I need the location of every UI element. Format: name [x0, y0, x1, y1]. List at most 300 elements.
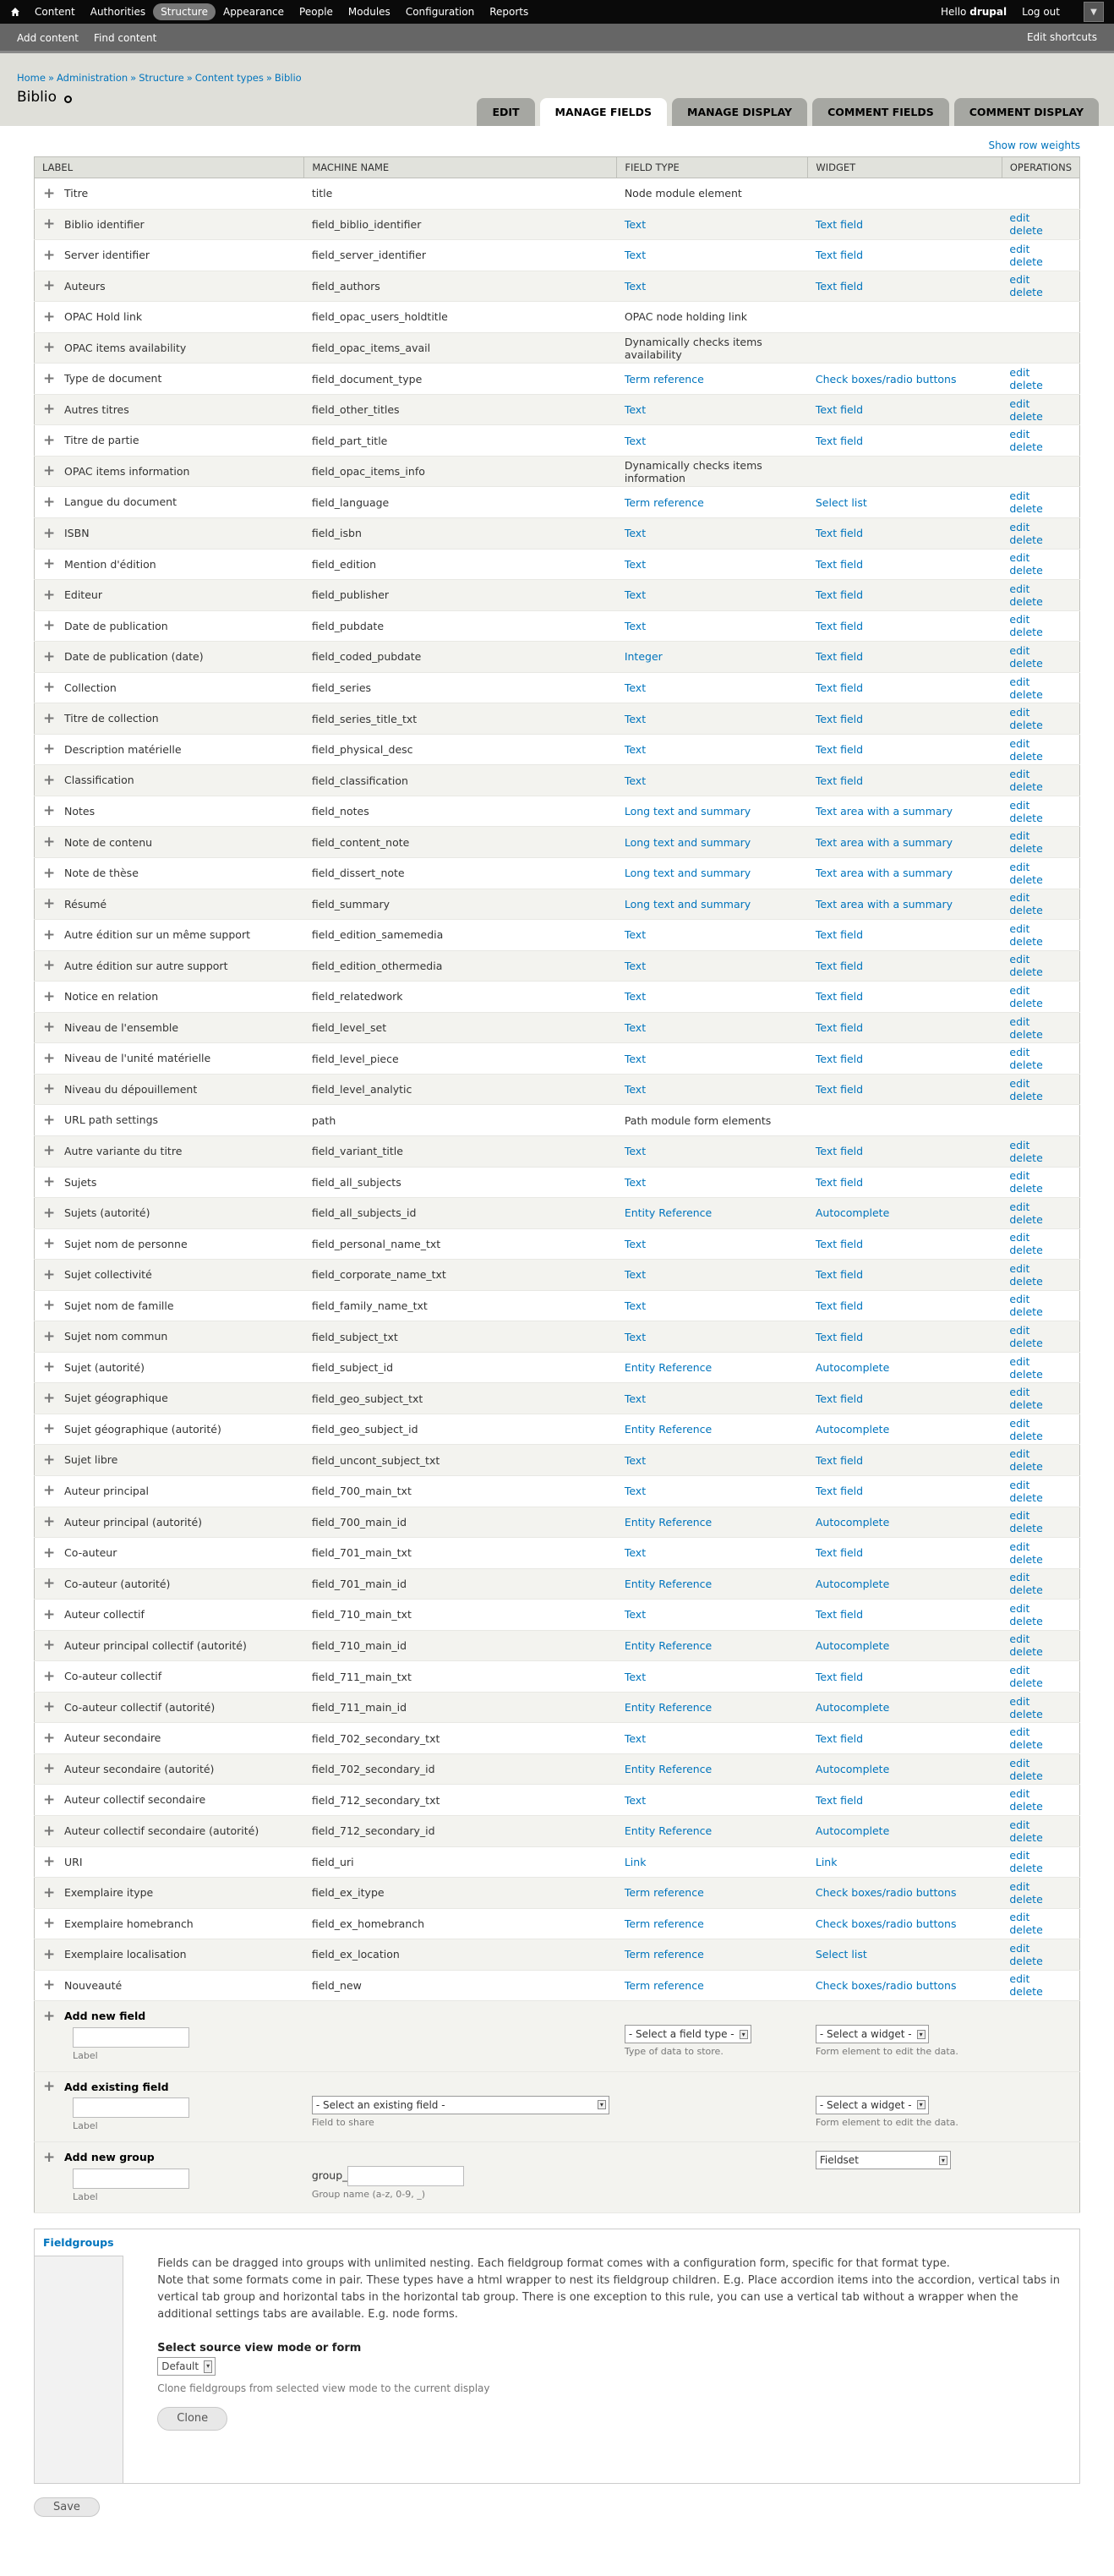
tab-manage-fields[interactable]: MANAGE FIELDS: [540, 98, 667, 126]
delete-link[interactable]: delete: [1009, 1305, 1043, 1319]
field-widget-link[interactable]: Text field: [815, 434, 864, 447]
toolbar-menu-appearance[interactable]: Appearance: [222, 6, 285, 18]
drag-handle-icon[interactable]: [42, 868, 54, 880]
field-widget-link[interactable]: Autocomplete: [815, 1824, 890, 1838]
field-type-link[interactable]: Entity Reference: [624, 1206, 713, 1220]
field-type-link[interactable]: Entity Reference: [624, 1701, 713, 1715]
delete-link[interactable]: delete: [1009, 1676, 1043, 1690]
field-widget-link[interactable]: Text field: [815, 279, 864, 293]
field-type-link[interactable]: Text: [624, 1546, 647, 1560]
drag-handle-icon[interactable]: [42, 621, 54, 632]
edit-link[interactable]: edit: [1009, 1200, 1030, 1213]
field-widget-link[interactable]: Text field: [815, 1052, 864, 1065]
drag-handle-icon[interactable]: [42, 1177, 54, 1189]
drag-handle-icon[interactable]: [42, 1764, 54, 1775]
edit-link[interactable]: edit: [1009, 1509, 1030, 1523]
field-widget-link[interactable]: Text field: [815, 1021, 864, 1035]
field-widget-link[interactable]: Text field: [815, 403, 864, 417]
drag-handle-icon[interactable]: [42, 312, 54, 324]
edit-link[interactable]: edit: [1009, 829, 1030, 843]
field-widget-link[interactable]: Text field: [815, 1392, 864, 1405]
drag-handle-icon[interactable]: [42, 682, 54, 694]
delete-link[interactable]: delete: [1009, 780, 1043, 794]
delete-link[interactable]: delete: [1009, 719, 1043, 732]
drag-handle-icon[interactable]: [42, 1640, 54, 1652]
edit-link[interactable]: edit: [1009, 953, 1030, 966]
edit-link[interactable]: edit: [1009, 1540, 1030, 1553]
toolbar-menu-content[interactable]: Content: [35, 6, 75, 18]
field-type-link[interactable]: Term reference: [624, 495, 704, 509]
field-widget-link[interactable]: Text field: [815, 1608, 864, 1622]
delete-link[interactable]: delete: [1009, 842, 1043, 856]
field-widget-link[interactable]: Text area with a summary: [815, 835, 953, 849]
edit-link[interactable]: edit: [1009, 736, 1030, 750]
field-widget-link[interactable]: Text field: [815, 1145, 864, 1158]
field-widget-link[interactable]: Autocomplete: [815, 1577, 890, 1590]
drag-handle-icon[interactable]: [42, 1795, 54, 1807]
edit-link[interactable]: edit: [1009, 798, 1030, 812]
field-widget-link[interactable]: Text field: [815, 712, 864, 725]
delete-link[interactable]: delete: [1009, 811, 1043, 824]
edit-link[interactable]: edit: [1009, 1726, 1030, 1739]
field-widget-link[interactable]: Select list: [815, 495, 867, 509]
delete-link[interactable]: delete: [1009, 1552, 1043, 1566]
field-widget-link[interactable]: Text field: [815, 249, 864, 262]
field-type-link[interactable]: Text: [624, 1453, 647, 1467]
delete-link[interactable]: delete: [1009, 1058, 1043, 1072]
delete-link[interactable]: delete: [1009, 564, 1043, 577]
drag-handle-icon[interactable]: [42, 1022, 54, 1034]
edit-link[interactable]: edit: [1009, 1664, 1030, 1677]
delete-link[interactable]: delete: [1009, 254, 1043, 268]
edit-link[interactable]: edit: [1009, 613, 1030, 626]
field-type-link[interactable]: Text: [624, 279, 647, 293]
toolbar-menu-reports[interactable]: Reports: [489, 6, 529, 18]
logout-link[interactable]: Log out: [1022, 6, 1060, 18]
existing-field-select[interactable]: - Select an existing field - ▾: [312, 2096, 609, 2114]
delete-link[interactable]: delete: [1009, 1707, 1043, 1720]
field-widget-link[interactable]: Text field: [815, 681, 864, 695]
field-widget-link[interactable]: Text area with a summary: [815, 805, 953, 818]
delete-link[interactable]: delete: [1009, 409, 1043, 423]
breadcrumb-item[interactable]: Home: [17, 72, 46, 84]
field-widget-link[interactable]: Autocomplete: [815, 1763, 890, 1776]
edit-link[interactable]: edit: [1009, 273, 1030, 287]
edit-link[interactable]: edit: [1009, 1324, 1030, 1337]
edit-link[interactable]: edit: [1009, 1046, 1030, 1059]
field-type-link[interactable]: Text: [624, 1731, 647, 1745]
drag-handle-icon[interactable]: [42, 2152, 54, 2164]
field-type-link[interactable]: Text: [624, 249, 647, 262]
field-type-link[interactable]: Entity Reference: [624, 1577, 713, 1590]
drag-handle-icon[interactable]: [42, 1362, 54, 1374]
existing-field-widget-select[interactable]: - Select a widget - ▾: [816, 2096, 929, 2114]
field-widget-link[interactable]: Autocomplete: [815, 1423, 890, 1436]
delete-link[interactable]: delete: [1009, 440, 1043, 454]
drag-handle-icon[interactable]: [42, 1300, 54, 1312]
field-widget-link[interactable]: Text field: [815, 1453, 864, 1467]
source-view-mode-select[interactable]: Default ▾: [157, 2357, 216, 2376]
edit-link[interactable]: edit: [1009, 1787, 1030, 1801]
drag-handle-icon[interactable]: [42, 281, 54, 293]
delete-link[interactable]: delete: [1009, 996, 1043, 1009]
edit-link[interactable]: edit: [1009, 520, 1030, 533]
field-type-link[interactable]: Text: [624, 743, 647, 757]
delete-link[interactable]: delete: [1009, 1985, 1043, 1999]
edit-shortcuts-link[interactable]: Edit shortcuts: [1026, 31, 1097, 43]
field-type-link[interactable]: Entity Reference: [624, 1361, 713, 1375]
drag-handle-icon[interactable]: [42, 559, 54, 571]
drag-handle-icon[interactable]: [42, 1671, 54, 1683]
new-field-label-input[interactable]: [73, 2027, 189, 2048]
save-button[interactable]: Save: [34, 2497, 100, 2517]
field-type-link[interactable]: Text: [624, 681, 647, 695]
field-type-link[interactable]: Text: [624, 990, 647, 1004]
drag-handle-icon[interactable]: [42, 1084, 54, 1096]
drag-handle-icon[interactable]: [42, 342, 54, 354]
drag-handle-icon[interactable]: [42, 1332, 54, 1343]
field-type-link[interactable]: Entity Reference: [624, 1423, 713, 1436]
delete-link[interactable]: delete: [1009, 904, 1043, 917]
delete-link[interactable]: delete: [1009, 1089, 1043, 1102]
drag-handle-icon[interactable]: [42, 1115, 54, 1127]
toolbar-menu-configuration[interactable]: Configuration: [405, 6, 475, 18]
field-type-link[interactable]: Entity Reference: [624, 1638, 713, 1652]
drag-handle-icon[interactable]: [42, 2081, 54, 2093]
toolbar-menu-structure[interactable]: Structure: [153, 3, 216, 20]
edit-link[interactable]: edit: [1009, 1694, 1030, 1708]
field-type-link[interactable]: Term reference: [624, 1886, 704, 1900]
edit-link[interactable]: edit: [1009, 768, 1030, 781]
shortcut-star-icon[interactable]: [64, 96, 72, 103]
edit-link[interactable]: edit: [1009, 489, 1030, 503]
field-type-link[interactable]: Text: [624, 1021, 647, 1035]
drag-handle-icon[interactable]: [42, 250, 54, 262]
edit-link[interactable]: edit: [1009, 1293, 1030, 1306]
drag-handle-icon[interactable]: [42, 1270, 54, 1282]
field-type-link[interactable]: Text: [624, 403, 647, 417]
drag-handle-icon[interactable]: [42, 806, 54, 818]
drag-handle-icon[interactable]: [42, 528, 54, 540]
drag-handle-icon[interactable]: [42, 1610, 54, 1622]
delete-link[interactable]: delete: [1009, 934, 1043, 948]
field-type-link[interactable]: Text: [624, 1268, 647, 1282]
field-type-link[interactable]: Text: [624, 1083, 647, 1097]
edit-link[interactable]: edit: [1009, 706, 1030, 719]
edit-link[interactable]: edit: [1009, 675, 1030, 688]
delete-link[interactable]: delete: [1009, 1862, 1043, 1875]
delete-link[interactable]: delete: [1009, 1337, 1043, 1349]
drag-handle-icon[interactable]: [42, 899, 54, 911]
field-widget-link[interactable]: Text field: [815, 527, 864, 540]
show-row-weights-link[interactable]: Show row weights: [988, 139, 1080, 151]
delete-link[interactable]: delete: [1009, 533, 1043, 546]
drag-handle-icon[interactable]: [42, 1208, 54, 1220]
delete-link[interactable]: delete: [1009, 626, 1043, 639]
edit-link[interactable]: edit: [1009, 983, 1030, 997]
edit-link[interactable]: edit: [1009, 1354, 1030, 1368]
delete-link[interactable]: delete: [1009, 1583, 1043, 1597]
field-type-link[interactable]: Term reference: [624, 372, 704, 386]
field-type-link[interactable]: Term reference: [624, 1978, 704, 1992]
field-widget-link[interactable]: Text field: [815, 1175, 864, 1189]
field-widget-link[interactable]: Text area with a summary: [815, 867, 953, 880]
delete-link[interactable]: delete: [1009, 1954, 1043, 1967]
edit-link[interactable]: edit: [1009, 1231, 1030, 1244]
field-widget-link[interactable]: Check boxes/radio buttons: [815, 1886, 957, 1900]
drag-handle-icon[interactable]: [42, 960, 54, 972]
edit-link[interactable]: edit: [1009, 891, 1030, 905]
field-widget-link[interactable]: Autocomplete: [815, 1638, 890, 1652]
field-widget-link[interactable]: Text field: [815, 1330, 864, 1343]
delete-link[interactable]: delete: [1009, 1769, 1043, 1782]
field-widget-link[interactable]: Text field: [815, 1299, 864, 1312]
drag-handle-icon[interactable]: [42, 1826, 54, 1838]
field-widget-link[interactable]: Text field: [815, 1731, 864, 1745]
drag-handle-icon[interactable]: [42, 1548, 54, 1560]
drag-handle-icon[interactable]: [42, 497, 54, 509]
edit-link[interactable]: edit: [1009, 1138, 1030, 1151]
drag-handle-icon[interactable]: [42, 775, 54, 787]
delete-link[interactable]: delete: [1009, 1274, 1043, 1288]
drag-handle-icon[interactable]: [42, 189, 54, 200]
delete-link[interactable]: delete: [1009, 1522, 1043, 1535]
field-type-link[interactable]: Link: [624, 1855, 647, 1868]
edit-link[interactable]: edit: [1009, 1601, 1030, 1615]
edit-link[interactable]: edit: [1009, 1911, 1030, 1924]
field-type-link[interactable]: Long text and summary: [624, 897, 751, 911]
field-widget-link[interactable]: Text field: [815, 1793, 864, 1807]
new-group-label-input[interactable]: [73, 2169, 189, 2189]
edit-link[interactable]: edit: [1009, 1756, 1030, 1769]
edit-link[interactable]: edit: [1009, 211, 1030, 225]
field-type-link[interactable]: Text: [624, 959, 647, 972]
edit-link[interactable]: edit: [1009, 1076, 1030, 1090]
field-type-link[interactable]: Text: [624, 774, 647, 787]
shortcut-find-content[interactable]: Find content: [93, 31, 157, 44]
edit-link[interactable]: edit: [1009, 1416, 1030, 1430]
delete-link[interactable]: delete: [1009, 1830, 1043, 1844]
drag-handle-icon[interactable]: [42, 992, 54, 1004]
drag-handle-icon[interactable]: [42, 744, 54, 756]
delete-link[interactable]: delete: [1009, 1182, 1043, 1195]
field-type-link[interactable]: Text: [624, 217, 647, 231]
field-widget-link[interactable]: Text field: [815, 1268, 864, 1282]
field-type-link[interactable]: Entity Reference: [624, 1515, 713, 1529]
delete-link[interactable]: delete: [1009, 224, 1043, 238]
field-type-link[interactable]: Long text and summary: [624, 835, 751, 849]
field-type-link[interactable]: Text: [624, 1485, 647, 1498]
field-widget-link[interactable]: Autocomplete: [815, 1515, 890, 1529]
delete-link[interactable]: delete: [1009, 1151, 1043, 1164]
edit-link[interactable]: edit: [1009, 1478, 1030, 1491]
delete-link[interactable]: delete: [1009, 749, 1043, 763]
edit-link[interactable]: edit: [1009, 922, 1030, 935]
drag-handle-icon[interactable]: [42, 1239, 54, 1250]
drag-handle-icon[interactable]: [42, 374, 54, 386]
drag-handle-icon[interactable]: [42, 652, 54, 664]
delete-link[interactable]: delete: [1009, 965, 1043, 979]
field-widget-link[interactable]: Text field: [815, 557, 864, 571]
delete-link[interactable]: delete: [1009, 1645, 1043, 1659]
field-type-link[interactable]: Integer: [624, 650, 663, 664]
field-widget-link[interactable]: Text area with a summary: [815, 897, 953, 911]
delete-link[interactable]: delete: [1009, 656, 1043, 670]
delete-link[interactable]: delete: [1009, 687, 1043, 701]
drag-handle-icon[interactable]: [42, 1146, 54, 1157]
edit-link[interactable]: edit: [1009, 1386, 1030, 1399]
tab-edit[interactable]: EDIT: [477, 98, 534, 126]
clone-button[interactable]: Clone: [157, 2407, 227, 2431]
tab-comment-display[interactable]: COMMENT DISPLAY: [954, 98, 1099, 126]
breadcrumb-item[interactable]: Administration: [57, 72, 128, 84]
field-widget-link[interactable]: Text field: [815, 1237, 864, 1250]
breadcrumb-item[interactable]: Biblio: [274, 72, 302, 84]
field-widget-link[interactable]: Text field: [815, 619, 864, 632]
field-widget-link[interactable]: Text field: [815, 990, 864, 1004]
field-type-link[interactable]: Text: [624, 1670, 647, 1683]
field-type-link[interactable]: Long text and summary: [624, 805, 751, 818]
delete-link[interactable]: delete: [1009, 1614, 1043, 1627]
drag-handle-icon[interactable]: [42, 1950, 54, 1961]
drag-handle-icon[interactable]: [42, 1888, 54, 1900]
field-type-link[interactable]: Text: [624, 1330, 647, 1343]
field-type-select[interactable]: - Select a field type - ▾: [625, 2025, 751, 2043]
fieldgroups-legend[interactable]: Fieldgroups: [43, 2235, 114, 2249]
field-type-link[interactable]: Term reference: [624, 1948, 704, 1961]
field-widget-link[interactable]: Check boxes/radio buttons: [815, 372, 957, 386]
shortcuts-toggle-icon[interactable]: ▼: [1084, 2, 1104, 22]
toolbar-menu-modules[interactable]: Modules: [347, 6, 390, 18]
drag-handle-icon[interactable]: [42, 714, 54, 725]
home-icon[interactable]: [10, 7, 20, 17]
delete-link[interactable]: delete: [1009, 502, 1043, 516]
field-widget-link[interactable]: Check boxes/radio buttons: [815, 1917, 957, 1930]
drag-handle-icon[interactable]: [42, 590, 54, 602]
drag-handle-icon[interactable]: [42, 1918, 54, 1930]
field-type-link[interactable]: Text: [624, 557, 647, 571]
field-type-link[interactable]: Text: [624, 588, 647, 602]
edit-link[interactable]: edit: [1009, 1849, 1030, 1862]
field-type-link[interactable]: Text: [624, 619, 647, 632]
field-type-link[interactable]: Text: [624, 1793, 647, 1807]
drag-handle-icon[interactable]: [42, 1578, 54, 1590]
field-widget-link[interactable]: Link: [815, 1855, 838, 1868]
drag-handle-icon[interactable]: [42, 1702, 54, 1714]
field-widget-link[interactable]: Text field: [815, 1083, 864, 1097]
edit-link[interactable]: edit: [1009, 1571, 1030, 1584]
drag-handle-icon[interactable]: [42, 466, 54, 478]
toolbar-menu-people[interactable]: People: [299, 6, 333, 18]
delete-link[interactable]: delete: [1009, 379, 1043, 392]
field-widget-link[interactable]: Text field: [815, 1670, 864, 1683]
field-widget-link[interactable]: Text field: [815, 650, 864, 664]
group-name-input[interactable]: [347, 2166, 464, 2186]
field-type-link[interactable]: Term reference: [624, 1917, 704, 1930]
field-type-link[interactable]: Entity Reference: [624, 1763, 713, 1776]
drag-handle-icon[interactable]: [42, 837, 54, 849]
field-widget-link[interactable]: Autocomplete: [815, 1701, 890, 1715]
drag-handle-icon[interactable]: [42, 930, 54, 942]
edit-link[interactable]: edit: [1009, 860, 1030, 873]
field-widget-link[interactable]: Text field: [815, 774, 864, 787]
drag-handle-icon[interactable]: [42, 2011, 54, 2023]
field-widget-link[interactable]: Autocomplete: [815, 1206, 890, 1220]
edit-link[interactable]: edit: [1009, 1261, 1030, 1275]
delete-link[interactable]: delete: [1009, 1923, 1043, 1937]
drag-handle-icon[interactable]: [42, 404, 54, 416]
field-widget-link[interactable]: Select list: [815, 1948, 867, 1961]
drag-handle-icon[interactable]: [42, 1980, 54, 1992]
field-widget-link[interactable]: Check boxes/radio buttons: [815, 1978, 957, 1992]
edit-link[interactable]: edit: [1009, 366, 1030, 380]
drag-handle-icon[interactable]: [42, 1053, 54, 1065]
field-type-link[interactable]: Text: [624, 928, 647, 942]
drag-handle-icon[interactable]: [42, 435, 54, 447]
field-widget-link[interactable]: Text field: [815, 588, 864, 602]
delete-link[interactable]: delete: [1009, 1027, 1043, 1041]
edit-link[interactable]: edit: [1009, 1169, 1030, 1183]
edit-link[interactable]: edit: [1009, 1818, 1030, 1831]
field-type-link[interactable]: Text: [624, 1608, 647, 1622]
new-field-widget-select[interactable]: - Select a widget - ▾: [816, 2025, 929, 2043]
drag-handle-icon[interactable]: [42, 1857, 54, 1868]
drag-handle-icon[interactable]: [42, 1424, 54, 1436]
edit-link[interactable]: edit: [1009, 428, 1030, 441]
breadcrumb-item[interactable]: Structure: [139, 72, 184, 84]
field-type-link[interactable]: Text: [624, 1299, 647, 1312]
field-type-link[interactable]: Text: [624, 712, 647, 725]
field-widget-link[interactable]: Text field: [815, 928, 864, 942]
drag-handle-icon[interactable]: [42, 1455, 54, 1467]
field-widget-link[interactable]: Text field: [815, 959, 864, 972]
edit-link[interactable]: edit: [1009, 242, 1030, 255]
tab-comment-fields[interactable]: COMMENT FIELDS: [812, 98, 949, 126]
edit-link[interactable]: edit: [1009, 551, 1030, 565]
field-type-link[interactable]: Text: [624, 1145, 647, 1158]
existing-field-label-input[interactable]: [73, 2097, 189, 2118]
delete-link[interactable]: delete: [1009, 1892, 1043, 1906]
field-type-link[interactable]: Entity Reference: [624, 1824, 713, 1838]
breadcrumb-item[interactable]: Content types: [194, 72, 264, 84]
edit-link[interactable]: edit: [1009, 1633, 1030, 1646]
delete-link[interactable]: delete: [1009, 1398, 1043, 1412]
field-type-link[interactable]: Text: [624, 1052, 647, 1065]
drag-handle-icon[interactable]: [42, 219, 54, 231]
field-type-link[interactable]: Text: [624, 527, 647, 540]
field-widget-link[interactable]: Text field: [815, 743, 864, 757]
delete-link[interactable]: delete: [1009, 1800, 1043, 1813]
field-widget-link[interactable]: Text field: [815, 217, 864, 231]
field-widget-link[interactable]: Autocomplete: [815, 1361, 890, 1375]
drag-handle-icon[interactable]: [42, 1517, 54, 1529]
edit-link[interactable]: edit: [1009, 1941, 1030, 1955]
shortcut-add-content[interactable]: Add content: [17, 31, 79, 44]
delete-link[interactable]: delete: [1009, 1212, 1043, 1226]
delete-link[interactable]: delete: [1009, 1490, 1043, 1504]
delete-link[interactable]: delete: [1009, 286, 1043, 299]
edit-link[interactable]: edit: [1009, 643, 1030, 657]
field-type-link[interactable]: Text: [624, 434, 647, 447]
delete-link[interactable]: delete: [1009, 1367, 1043, 1381]
field-type-link[interactable]: Long text and summary: [624, 867, 751, 880]
edit-link[interactable]: edit: [1009, 1972, 1030, 1986]
field-widget-link[interactable]: Text field: [815, 1546, 864, 1560]
edit-link[interactable]: edit: [1009, 1879, 1030, 1893]
edit-link[interactable]: edit: [1009, 582, 1030, 595]
drag-handle-icon[interactable]: [42, 1393, 54, 1405]
field-type-link[interactable]: Text: [624, 1237, 647, 1250]
